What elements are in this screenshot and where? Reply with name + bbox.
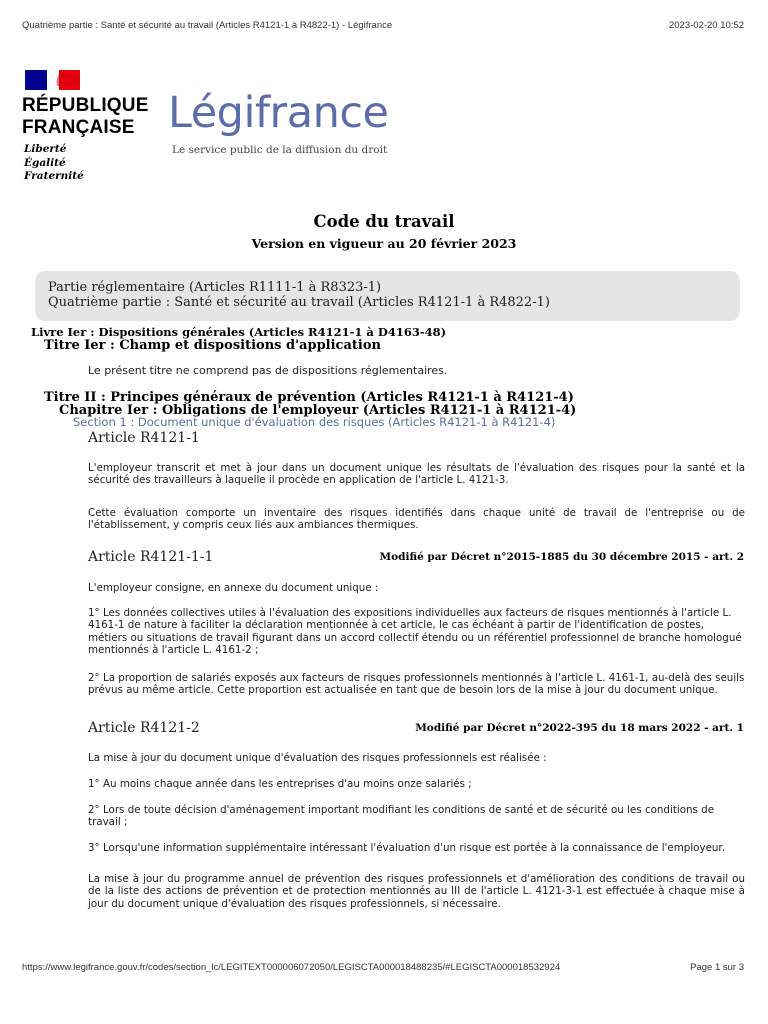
- francaise-line: FRANÇAISE: [22, 117, 135, 138]
- print-page-title: Quatrième partie : Santé et sécurité au travail (Articles R4121-1 à R4822-1) - Légifrance: [22, 20, 393, 31]
- legifrance-brand: Légifrance: [168, 88, 389, 138]
- document-version: Version en vigueur au 20 février 2023: [251, 236, 517, 251]
- article-paragraph: 1° Au moins chaque année dans les entreprises d'au moins onze salariés ;: [88, 778, 472, 790]
- republique-line: RÉPUBLIQUE: [22, 95, 149, 116]
- titre1-heading: Titre Ier : Champ et dispositions d'application: [44, 338, 381, 353]
- legifrance-tagline: Le service public de la diffusion du droit: [172, 144, 388, 156]
- article-paragraph: Cette évaluation comporte un inventaire des risques identifiés dans chaque unité de travail de l'entreprise ou de l'établissement, y compris ceux liés aux ambiances thermiques.: [88, 507, 745, 532]
- article-paragraph: L'employeur consigne, en annexe du document unique :: [88, 582, 379, 594]
- article-paragraph: 2° La proportion de salariés exposés aux facteurs de risques professionnels mentionnés à l'article L. 4161-1, au-delà des seuils prévus au même article. Cette proportion est actualisée en tant que de besoin lors de la mise à jour du document unique.: [88, 672, 745, 697]
- article-title: Article R4121-1-1: [88, 549, 214, 565]
- devise: [24, 143, 84, 184]
- article-paragraph: 3° Lorsqu'une information supplémentaire intéressant l'évaluation d'un risque est portée à la connaissance de l'employeur.: [88, 842, 725, 854]
- devise-egalite: Égalité: [24, 156, 66, 169]
- article-title: Article R4121-2: [88, 720, 200, 736]
- livre-heading: Livre Ier : Dispositions générales (Articles R4121-1 à D4163-48): [31, 325, 447, 339]
- article-paragraph: 2° Lors de toute décision d'aménagement important modifiant les conditions de santé et de sécurité ou les conditions de travail ;: [88, 804, 715, 829]
- print-datetime: 2023-02-20 10:52: [668, 20, 744, 31]
- breadcrumb-partie: Partie réglementaire (Articles R1111-1 à R8323-1): [48, 280, 382, 295]
- article-modification-note: Modifié par Décret n°2022-395 du 18 mars 2022 - art. 1: [415, 722, 744, 734]
- titre2-heading: Titre II : Principes généraux de prévention (Articles R4121-1 à R4121-4): [44, 390, 574, 405]
- article-paragraph: La mise à jour du document unique d'évaluation des risques professionnels est réalisée :: [88, 752, 547, 764]
- chapitre-heading: Chapitre Ier : Obligations de l'employeur (Articles R4121-1 à R4121-4): [59, 403, 577, 418]
- article-modification-note: Modifié par Décret n°2015-1885 du 30 décembre 2015 - art. 2: [379, 551, 744, 563]
- titre1-text: Le présent titre ne comprend pas de dispositions réglementaires.: [88, 364, 448, 377]
- article-paragraph: L'employeur transcrit et met à jour dans un document unique les résultats de l'évaluation des risques pour la santé et la sécurité des travailleurs à laquelle il procède en application de l'article L. 4121-3.: [88, 462, 745, 487]
- print-page-number: Page 1 sur 3: [690, 962, 744, 973]
- breadcrumb-quatrieme-partie: Quatrième partie : Santé et sécurité au travail (Articles R4121-1 à R4822-1): [48, 295, 550, 310]
- french-flag-logo: [25, 70, 80, 90]
- article-paragraph: 1° Les données collectives utiles à l'évaluation des expositions individuelles aux facteurs de risques mentionnés à l'article L. 4161-1 de nature à faciliter la déclaration mentionnée à cet article, le cas échéant à partir de l'identification de postes, métiers ou situations de travail figurant dans un accord collectif étendu ou un référentiel professionnel de branche homologué mentionnés à l'article L. 4161-2 ;: [88, 607, 742, 657]
- devise-liberte: Liberté: [24, 143, 67, 155]
- republique-francaise-wordmark: [22, 95, 149, 139]
- article-paragraph: La mise à jour du programme annuel de prévention des risques professionnels et d'amélioration des conditions de travail ou de la liste des actions de prévention et de protection mentionnés au III de l'article L. 4121-3-1 est effectuée à chaque mise à jour du document unique d'évaluation des risques professionnels, si nécessaire.: [88, 873, 745, 910]
- section-heading: Section 1 : Document unique d'évaluation des risques (Articles R4121-1 à R4121-4): [73, 415, 556, 429]
- article-title: Article R4121-1: [88, 430, 200, 446]
- devise-fraternite: Fraternité: [24, 170, 84, 182]
- print-url: https://www.legifrance.gouv.fr/codes/section_lc/LEGITEXT000006072050/LEGISCTA000018488235/#LEGISCTA000018532924: [22, 962, 561, 973]
- document-title: Code du travail: [313, 212, 455, 231]
